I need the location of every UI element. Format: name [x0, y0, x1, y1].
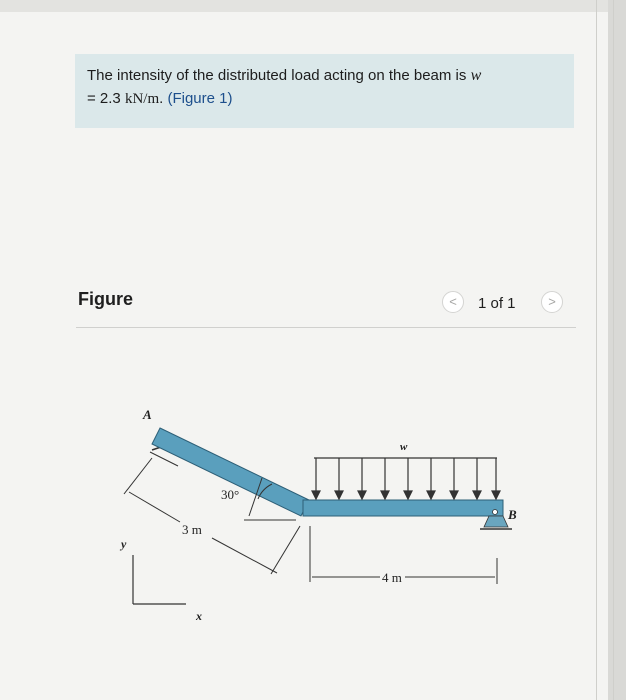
- horizontal-beam: [303, 500, 503, 516]
- label-horizontal-length: 4 m: [382, 570, 402, 585]
- label-a: A: [143, 407, 152, 422]
- horizontal-dimension: [310, 526, 497, 584]
- inclined-beam: [152, 428, 309, 516]
- label-incline-length: 3 m: [182, 522, 202, 537]
- figure-title: Figure: [78, 289, 134, 309]
- label-b: B: [508, 507, 517, 522]
- incline-dimension: [124, 458, 300, 574]
- separator: .: [159, 90, 168, 107]
- coordinate-axes: [133, 555, 186, 604]
- chevron-right-icon: >: [548, 294, 556, 309]
- chevron-left-icon: <: [449, 294, 457, 309]
- load-value: = 2.3: [87, 90, 121, 107]
- load-variable: w: [470, 67, 482, 84]
- label-angle: 30°: [221, 487, 240, 502]
- label-axis-y: y: [121, 537, 127, 551]
- distributed-load: [312, 458, 500, 499]
- label-w: w: [400, 441, 408, 453]
- figure-link[interactable]: (Figure 1): [167, 90, 233, 107]
- figure-pager: 1 of 1: [478, 295, 516, 312]
- label-axis-x: x: [196, 609, 202, 623]
- load-units: kN/m: [124, 91, 160, 107]
- problem-text: The intensity of the distributed load acting on the beam is: [87, 67, 467, 84]
